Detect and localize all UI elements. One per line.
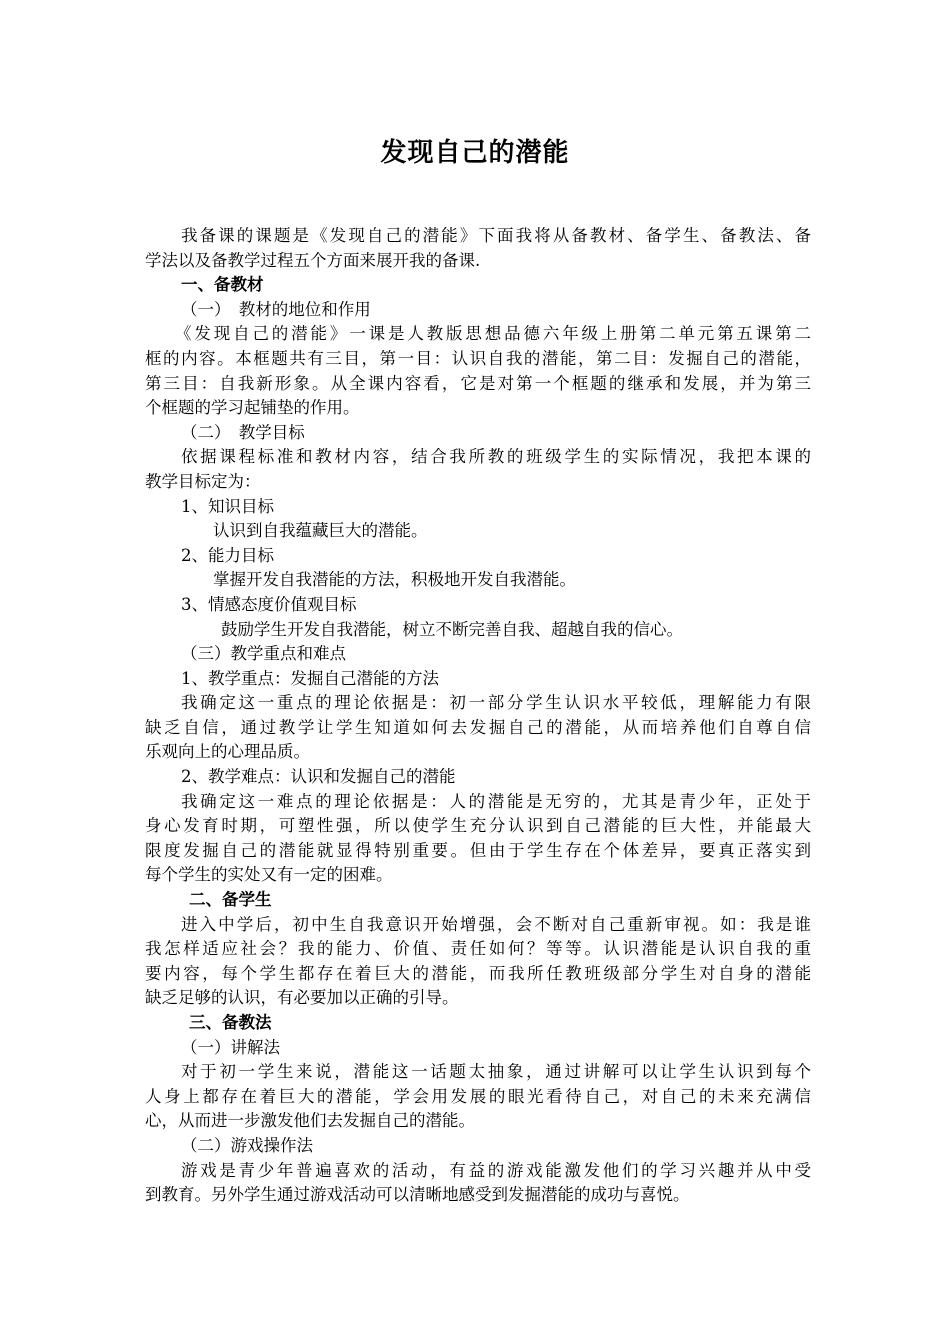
text-line: 我怎样适应社会？我的能力、价值、责任如何？等等。认识潜能是认识自我的重	[145, 939, 811, 959]
text-line: 我备课的课题是《发现自己的潜能》下面我将从备教材、备学生、备教法、备	[181, 226, 811, 245]
text-line: 缺乏自信，通过教学让学生知道如何去发掘自己的潜能，从而培养他们自尊自信	[145, 717, 811, 737]
text-line: 1、知识目标	[181, 496, 274, 516]
text-line: 游戏是青少年普遍喜欢的活动，有益的游戏能激发他们的学习兴趣并从中受	[181, 1160, 811, 1180]
text-line: 2、教学难点：认识和发掘自己的潜能	[181, 767, 456, 787]
section-heading: 二、备学生	[189, 890, 272, 910]
text-line: 对于初一学生来说，潜能这一话题太抽象，通过讲解可以让学生认识到每个	[181, 1062, 811, 1082]
text-line: （二） 教学目标	[181, 422, 305, 442]
text-line: 身心发育时期，可塑性强，所以使学生充分认识到自己潜能的巨大性，并能最大	[145, 816, 811, 836]
text-line: 要内容，每个学生都存在着巨大的潜能，而我所任教班级部分学生对自身的潜能	[145, 963, 811, 983]
page-title: 发现自己的潜能	[380, 138, 570, 168]
text-line: 教学目标定为：	[145, 471, 261, 491]
text-line: 依据课程标准和教材内容，结合我所教的班级学生的实际情况，我把本课的	[181, 447, 811, 467]
text-line: 掌握开发自我潜能的方法，积极地开发自我潜能。	[213, 570, 576, 590]
text-line: 每个学生的实处又有一定的困难。	[145, 865, 393, 885]
text-line: 1、教学重点：发掘自己潜能的方法	[181, 668, 439, 688]
text-line: 第三目：自我新形象。从全课内容看，它是对第一个框题的继承和发展，并为第三	[145, 373, 811, 393]
text-line: （二）游戏操作法	[181, 1135, 313, 1155]
text-line: 框的内容。本框题共有三目，第一目：认识自我的潜能，第二目：发掘自己的潜能，	[145, 348, 811, 368]
text-line: 到教育。另外学生通过游戏活动可以清晰地感受到发掘潜能的成功与喜悦。	[145, 1185, 690, 1205]
text-line: 我确定这一难点的理论依据是：人的潜能是无穷的，尤其是青少年，正处于	[181, 791, 811, 811]
section-heading: 三、备教法	[189, 1013, 272, 1032]
text-line: （一） 教材的地位和作用	[181, 299, 371, 319]
text-line: 《发现自己的潜能》一课是人教版思想品德六年级上册第二单元第五课第二	[175, 324, 811, 344]
text-line: （三）教学重点和难点	[181, 644, 346, 664]
text-line: 人身上都存在着巨大的潜能，学会用发展的眼光看待自己，对自己的未来充满信	[145, 1086, 811, 1106]
text-line: 缺乏足够的认识，有必要加以正确的引导。	[145, 988, 459, 1008]
text-line: 进入中学后，初中生自我意识开始增强，会不断对自己重新审视。如：我是谁	[181, 914, 811, 934]
document-body	[145, 224, 811, 1208]
text-line: 3、情感态度价值观目标	[181, 594, 357, 614]
text-line: （一）讲解法	[181, 1037, 280, 1057]
text-line: 2、能力目标	[181, 545, 274, 565]
text-line: 乐观向上的心理品质。	[145, 742, 310, 762]
text-line: 我确定这一重点的理论依据是：初一部分学生认识水平较低，理解能力有限	[181, 693, 811, 713]
text-line: 学法以及备教学过程五个方面来展开我的备课.	[145, 250, 481, 270]
text-line: 个框题的学习起铺垫的作用。	[145, 398, 360, 418]
text-line: 认识到自我蕴藏巨大的潜能。	[213, 521, 428, 541]
text-line: 心，从而进一步激发他们去发掘自己的潜能。	[145, 1111, 475, 1131]
text-line: 限度发掘自己的潜能就显得特别重要。但由于学生存在个体差异，要真正落实到	[145, 840, 811, 860]
section-heading: 一、备教材	[181, 275, 264, 295]
text-line: 鼓励学生开发自我潜能，树立不断完善自我、超越自我的信心。	[221, 619, 683, 639]
